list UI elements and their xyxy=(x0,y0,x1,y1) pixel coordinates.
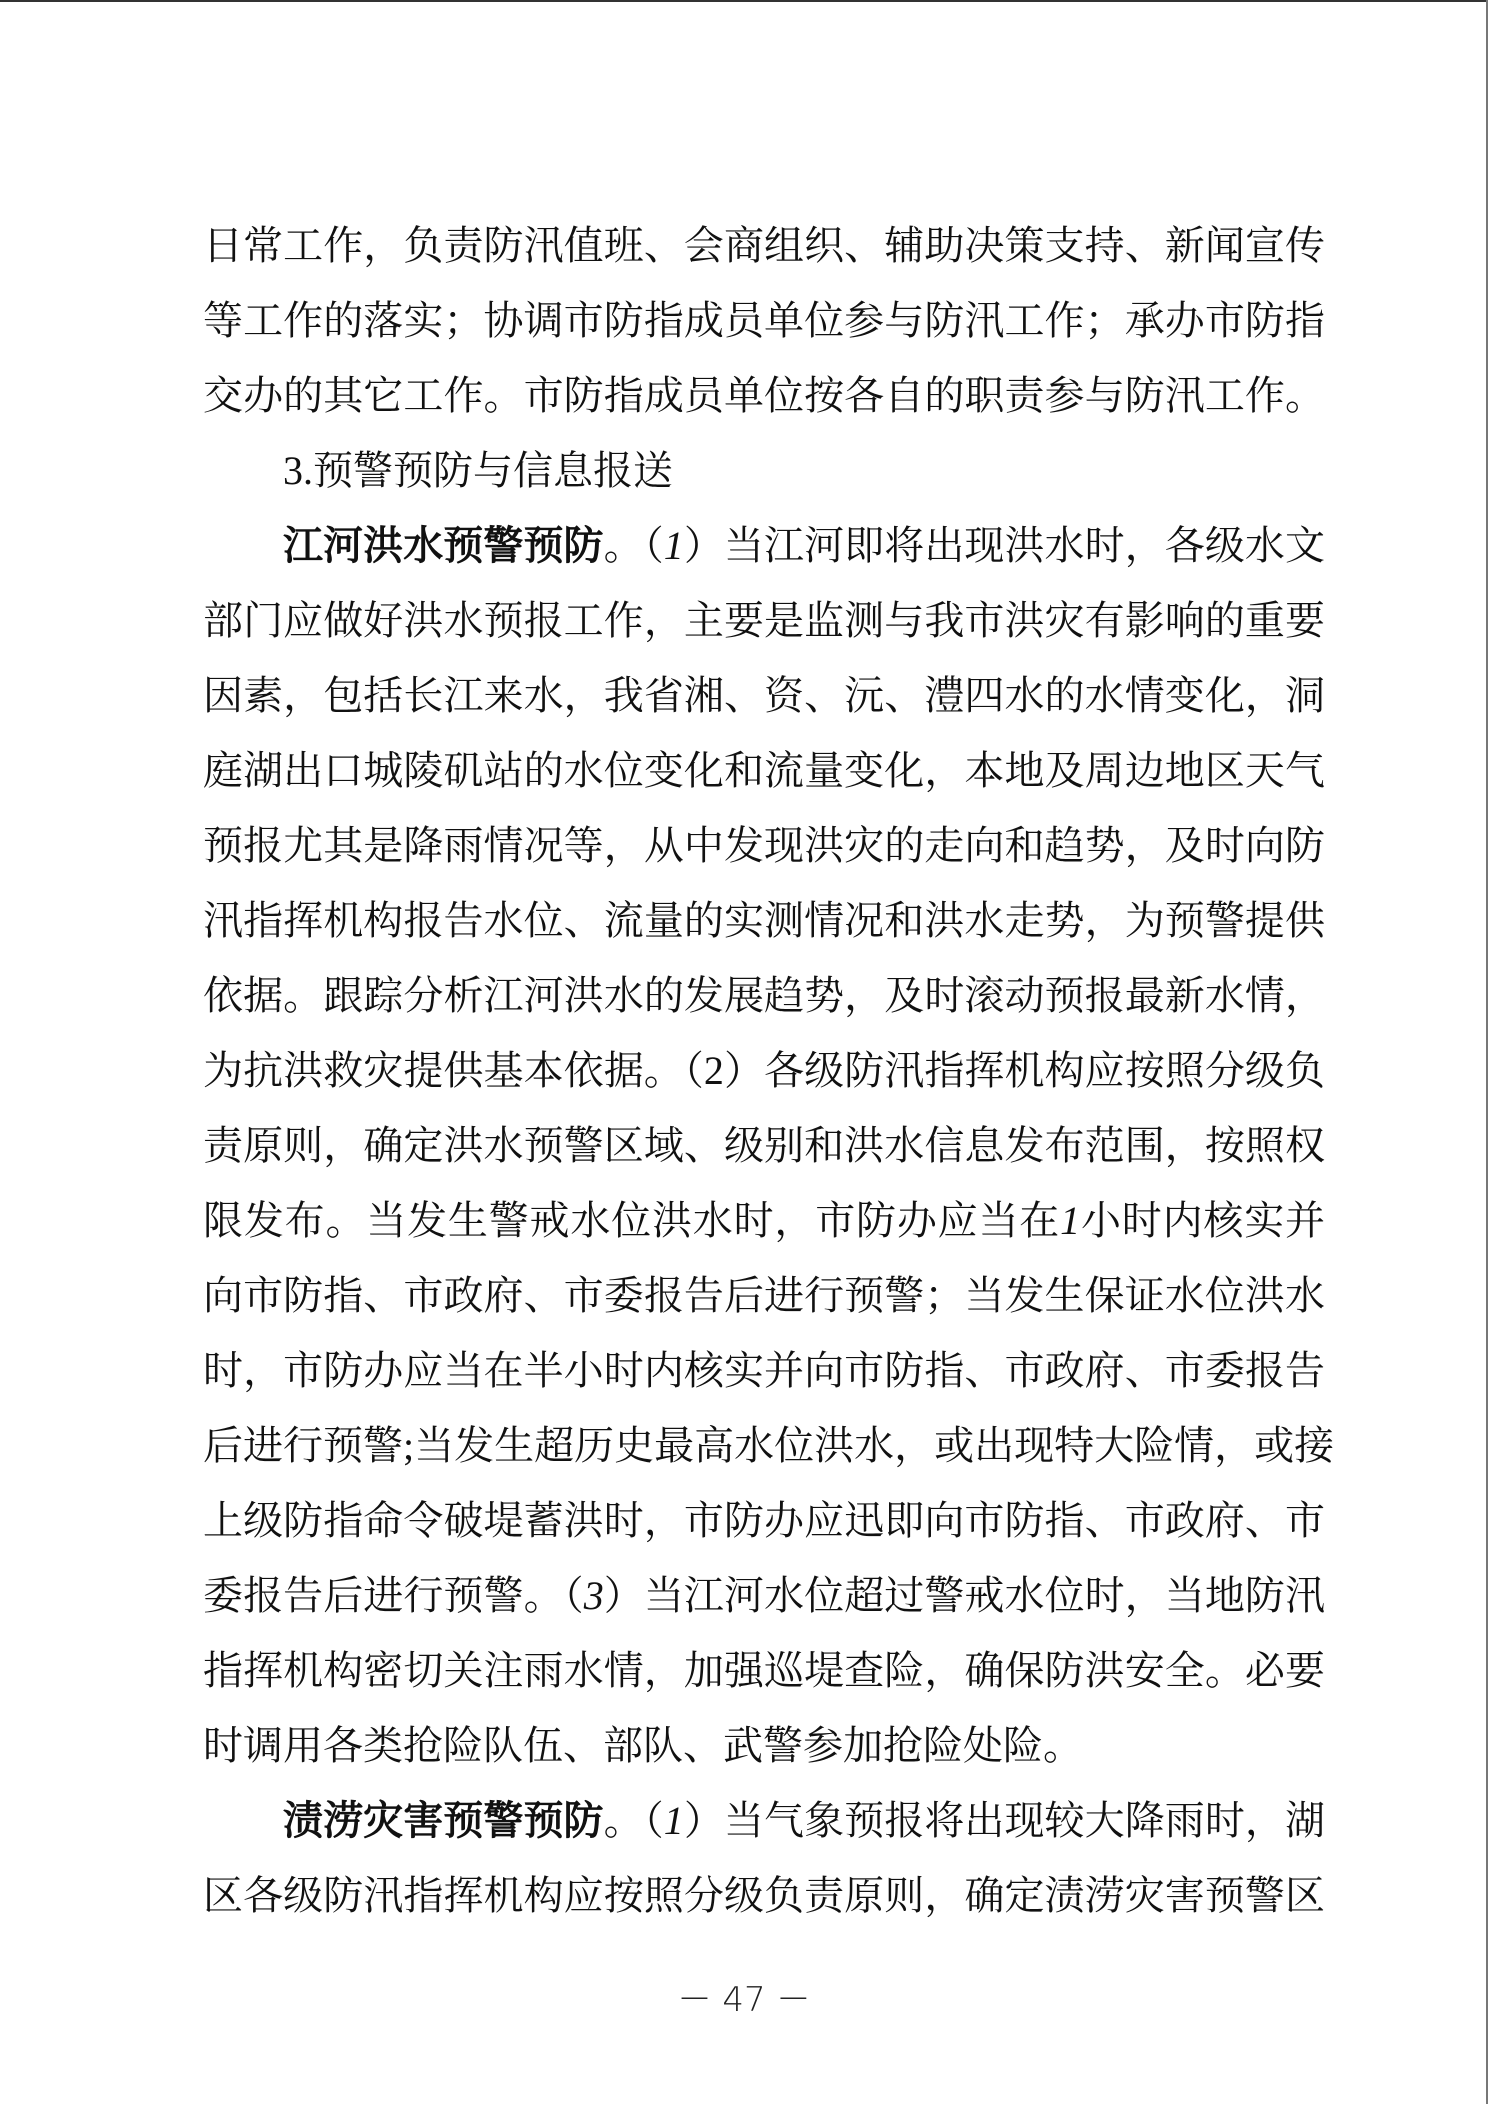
page-number: － 47 － xyxy=(677,1980,811,2020)
text: 责原则，确定洪水预警区域、级别和洪水信息发布范围，按照权 xyxy=(203,1123,1325,1168)
bold-subheading: 渍涝灾害预警预防 xyxy=(283,1798,604,1843)
text: 向市防指、市政府、市委报告后进行预警；当发生保证水位洪水 xyxy=(203,1273,1325,1318)
text: 限发布。当发生警戒水位洪水时，市防办应当在 xyxy=(203,1198,1061,1243)
text: 庭湖出口城陵矶站的水位变化和流量变化，本地及周边地区天气 xyxy=(203,748,1325,793)
text-line xyxy=(203,1333,1325,1408)
text-line xyxy=(203,1258,1325,1333)
text: 区各级防汛指挥机构应按照分级负责原则，确定渍涝灾害预警区 xyxy=(203,1873,1325,1918)
text: 。（ xyxy=(603,523,664,568)
text-line xyxy=(203,1408,1335,1483)
text: 交办的其它工作。市防指成员单位按各自的职责参与防汛工作。 xyxy=(203,373,1325,418)
text: 指挥机构密切关注雨水情，加强巡堤查险，确保防洪安全。必要 xyxy=(203,1648,1325,1693)
text: 小时内核实并 xyxy=(1080,1198,1326,1243)
italic-number: 1 xyxy=(1060,1198,1081,1243)
text-line xyxy=(203,1858,1325,1933)
text-line xyxy=(203,1183,1325,1258)
bold-subheading: 江河洪水预警预防 xyxy=(283,523,604,568)
italic-number: 1 xyxy=(663,1798,684,1843)
text-line xyxy=(203,1708,1325,1783)
section-heading xyxy=(203,433,1325,508)
text-line xyxy=(203,283,1325,358)
page-top-border xyxy=(0,0,1488,2)
text: 预报尤其是降雨情况等，从中发现洪灾的走向和趋势，及时向防 xyxy=(203,823,1325,868)
italic-number: 1 xyxy=(663,523,684,568)
text-line xyxy=(203,508,1325,583)
text: 上级防指命令破堤蓄洪时，市防办应迅即向市防指、市政府、市 xyxy=(203,1498,1325,1543)
text-line xyxy=(203,583,1325,658)
text: 因素，包括长江来水，我省湘、资、沅、澧四水的水情变化，洞 xyxy=(203,673,1325,718)
text-line xyxy=(203,958,1325,1033)
text-line xyxy=(203,358,1325,433)
text: ）当气象预报将出现较大降雨时，湖 xyxy=(683,1798,1326,1843)
text: 等工作的落实；协调市防指成员单位参与防汛工作；承办市防指 xyxy=(203,298,1325,343)
text: 为抗洪救灾提供基本依据。（2）各级防汛指挥机构应按照分级负 xyxy=(203,1048,1325,1093)
text-line xyxy=(203,1783,1325,1858)
text: 日常工作，负责防汛值班、会商组织、辅助决策支持、新闻宣传 xyxy=(203,223,1325,268)
italic-number: 3 xyxy=(583,1573,604,1618)
text-line xyxy=(203,1108,1325,1183)
text-line xyxy=(203,1633,1325,1708)
text: ）当江河即将出现洪水时，各级水文 xyxy=(683,523,1326,568)
text: 时，市防办应当在半小时内核实并向市防指、市政府、市委报告 xyxy=(203,1348,1325,1393)
text-line xyxy=(203,1558,1325,1633)
text: 时调用各类抢险队伍、部队、武警参加抢险处险。 xyxy=(203,1723,1083,1768)
text: 汛指挥机构报告水位、流量的实测情况和洪水走势，为预警提供 xyxy=(203,898,1325,943)
text-line xyxy=(203,733,1325,808)
text-line xyxy=(203,208,1325,283)
text: 部门应做好洪水预报工作，主要是监测与我市洪灾有影响的重要 xyxy=(203,598,1325,643)
text: ）当江河水位超过警戒水位时，当地防汛 xyxy=(603,1573,1326,1618)
text-line xyxy=(203,883,1325,958)
document-body xyxy=(203,208,1335,1933)
section-heading-text: 3.预警预防与信息报送 xyxy=(283,448,673,493)
text: 委报告后进行预警。（ xyxy=(203,1573,584,1618)
text-line xyxy=(203,658,1325,733)
text-line xyxy=(203,808,1325,883)
text-line xyxy=(203,1033,1325,1108)
text: 依据。跟踪分析江河洪水的发展趋势，及时滚动预报最新水情， xyxy=(203,973,1325,1018)
text: 后进行预警;当发生超历史最高水位洪水，或出现特大险情，或接 xyxy=(203,1423,1335,1468)
text-line xyxy=(203,1483,1325,1558)
text: 。（ xyxy=(603,1798,664,1843)
